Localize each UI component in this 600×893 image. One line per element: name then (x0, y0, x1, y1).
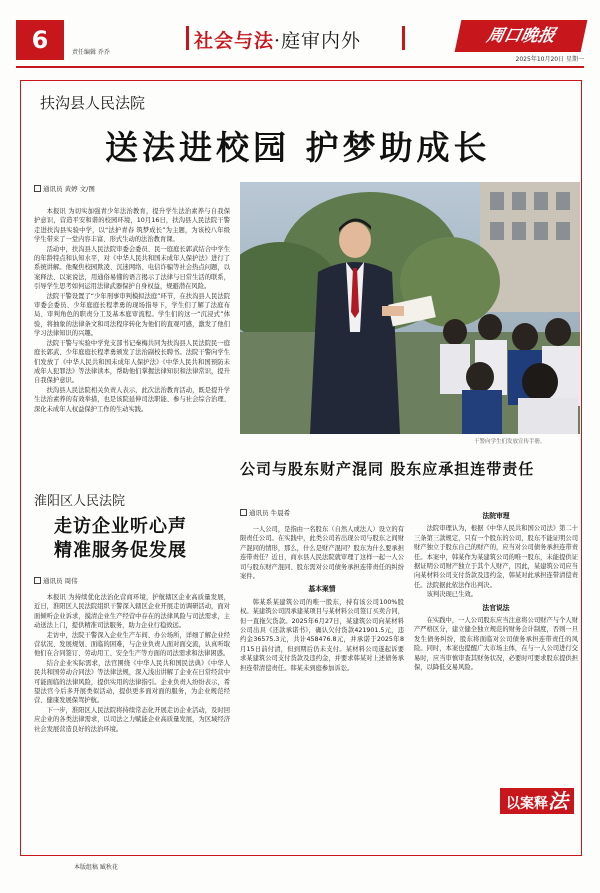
paragraph: 韩某系某建筑公司的唯一股东，持有该公司100%股权。某建筑公司因承建某项目与某材料公司签订买卖合同，但一直拖欠货款。2025年6月27日，某建筑公司向某材料公司出具《还款承诺书》，确认欠付货款421901.5元，违约金36575.3元，共计458476.8元，并承诺于2025年8月15日前付清，但到期后仍未支付。某材料公司遂起诉要求某建筑公司支付货款及违约金，并要求韩某对上述债务承担连带清偿责任。韩某未到庭参加诉讼。 (240, 598, 404, 672)
paragraph: 一人公司，是指由一名股东（自然人或法人）设立的有限责任公司。在实践中，此类公司若出现公司与股东之间财产混同的情形，那么，什么是财产混同？股东为什么要承担连带责任？近日，商水县人民法院就审理了这样一起一人公司与股东财产混同、股东需对公司债务承担连带责任的纠纷案件。 (240, 526, 404, 581)
section-sub: ·庭审内外 (274, 30, 362, 52)
paragraph: 法院干警与实验中学党支部书记秦梅共同为扶沟县人民法院民一庭庭长郭武、少年庭庭长程孝勇颁发了法治副校长聘书。法院干警向学生们发放了《中华人民共和国未成年人保护法》《中华人民共和国预防未成年人犯罪法》等法律读本，帮助他们掌握法律知识和法律常识，提升自我保护意识。 (34, 339, 230, 385)
article3-text-right (414, 512, 578, 673)
photo-caption: 干警向学生们发放宣传手册。 (474, 439, 546, 445)
subhead-ruling: 法院审理 (482, 512, 510, 520)
article1-text (34, 207, 230, 497)
header-rule (16, 66, 584, 68)
section-main: 社会与法 (194, 30, 275, 52)
article3-byline: 通讯员 牛晨希 (240, 508, 404, 517)
article2-text (34, 593, 230, 859)
paragraph: 扶沟县人民法院相关负责人表示，此次法治教育活动，既是提升学生法治素养的有效举措，也是该院延伸司法职能、参与社会综合治理、深化未成年人权益保护工作的生动实践。 (34, 386, 230, 413)
article1-court: 扶沟县人民法院 (40, 94, 146, 112)
subhead-judge: 法官说法 (482, 603, 510, 612)
article1-body (34, 184, 230, 497)
issue-date: 2025年10月20日 星期一 (515, 56, 584, 63)
paragraph: 本报讯 为持续优化法治化营商环境，护航辖区企业高质量发展，近日，淮阳区人民法院组织干警深入辖区企业开展走访调研活动，面对面倾听企业诉求，摸清企业生产经营中存在的法律风险与司法需求，主动送法上门，提供精准司法服务，助力企业行稳致远。 (34, 594, 230, 630)
subhead-facts: 基本案情 (308, 585, 336, 594)
stamp-text: 以案释 (506, 796, 548, 812)
paragraph: 法院审理认为，根据《中华人民共和国公司法》第二十三条第三款规定，只有一个股东的公司，股东不能证明公司财产独立于股东自己的财产的，应当对公司债务承担连带责任。本案中，韩某作为某建筑公司的唯一股东，未能提供证据证明公司财产独立于其个人财产，因此，某建筑公司应当向某材料公司支付货款及违约金，韩某对此承担连带清偿责任。法院据此依法作出判决。 (414, 525, 578, 589)
paragraph: 法院干警设置了“少年刑事审判模拟法庭”环节，在扶沟县人民法院审委会委员、少年庭庭长程孝勇的现场指导下，学生们了解了法庭布局、审判角色的职责分工及基本庭审流程。学生们的这一“沉浸式”体验，将抽象的法律条文和司法程序转化为他们的直观可感，激发了他们学习法律知识的兴趣。 (34, 292, 230, 338)
article2-byline: 通讯员 周伟 (34, 576, 230, 585)
article1-headline: 送法进校园 护梦助成长 (105, 128, 491, 167)
article1-photo (240, 182, 580, 434)
editor-line: 责任编辑 乔乔 (72, 49, 110, 56)
paragraph: 下一步，淮阳区人民法院将持续常态化开展走访企业活动，及时回应企业的各类法律需求，以司法之力赋能企业高质量发展，为区域经济社会发展营造良好的法治环境。 (34, 706, 230, 733)
page-number: 6 (16, 20, 64, 60)
article2-headline-line2: 精准服务促发展 (54, 540, 187, 561)
article2-court: 淮阳区人民法院 (34, 494, 126, 509)
page-header (16, 20, 584, 66)
article3-body-right (414, 508, 578, 673)
paragraph: 本报讯 为切实加强青少年法治教育，提升学生法治素养与自我保护意识，营造平安和谐的校园环境，10月16日，扶沟县人民法院干警走进扶沟县实验中学，以“法护青春 筑梦成长”为主题，为该校八年级学生带来了一堂内容丰富、形式生动的法治教育课。 (34, 208, 230, 244)
paragraph: 活动中，扶沟县人民法院审委会委员、民一庭庭长郭武结合中学生的年龄特点和认知水平，对《中华人民共和国未成年人保护法》进行了系统讲解。他聚焦校园欺凌、沉迷网络、电信诈骗等社会热点问题，以案释法、以案说法，用通俗易懂的语言揭示了法律与日常生活的联系，引导学生思考如何运用法律武器保护自身权益，规避潜在风险。 (34, 245, 230, 291)
article3-headline: 公司与股东财产混同 股东应承担连带责任 (240, 460, 535, 478)
paragraph: 结合企业实际需求，法官围绕《中华人民共和国民法典》《中华人民共和国劳动合同法》等法律法规，深入浅出讲解了企业在日常经营中可能面临的法律风险，提供实用的法律指引。企业负责人纷纷表示，希望法官今后多开展类似活动，提供更多面对面的服务，为企业规范经营、健康发展保驾护航。 (34, 659, 230, 705)
paragraph: 在实践中，一人公司股东应当注意将公司财产与个人财产严格区分，建立健全独立规范的财务会计制度，否则一旦发生债务纠纷，股东将面临对公司债务承担连带责任的风险。同时，本案也提醒广大市场主体，在与一人公司进行交易时，应当审慎审查其财务状况，必要时可要求股东提供担保，以降低交易风险。 (414, 617, 578, 672)
page-editor: 本版组稿 臧秋花 (74, 864, 118, 871)
article2-body (34, 576, 230, 859)
stamp-char: 法 (548, 789, 568, 813)
article3-text-left (240, 525, 404, 673)
article1-byline: 通讯员 黄婷 文/图 (34, 184, 230, 193)
section-title (194, 26, 361, 53)
column-stamp (500, 788, 574, 814)
article2-headline-line1: 走访企业听心声 (54, 516, 187, 537)
article3-body-left (240, 508, 404, 673)
newspaper-brand: 周口晚报 (455, 20, 588, 52)
paragraph: 该判决现已生效。 (426, 591, 477, 599)
photo-illustration (240, 182, 580, 434)
section-divider-right (402, 26, 405, 50)
section-divider-left (186, 26, 189, 50)
article2-headline (54, 515, 187, 563)
paragraph: 走访中，法院干警深入企业生产车间、办公场所，详细了解企业经营状况、发展规划、面临的困难，与企业负责人面对面交流，认真听取他们在合同签订、劳动用工、安全生产等方面的司法需求和法律困惑。 (34, 631, 230, 658)
